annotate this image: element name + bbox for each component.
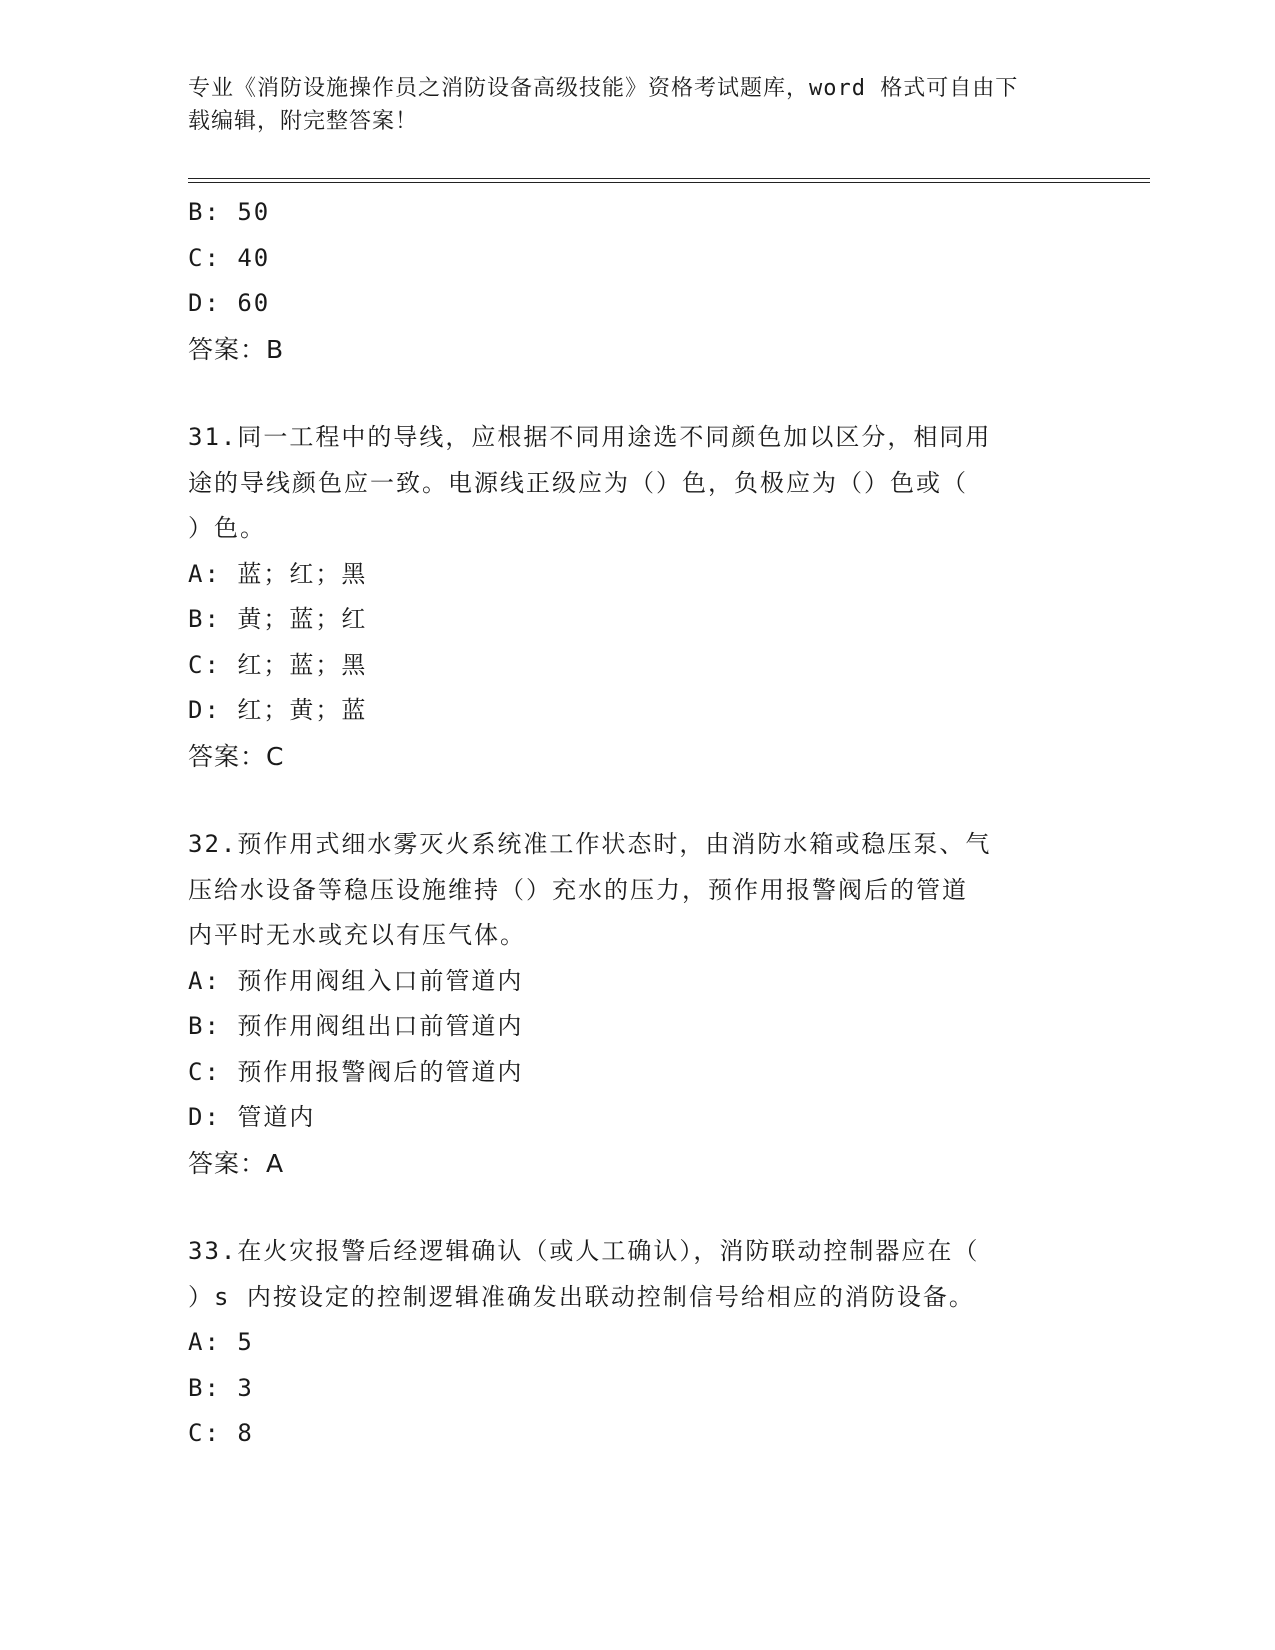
answer-label: 答案：B xyxy=(188,334,285,364)
option-d: D: 管道内 xyxy=(188,1103,316,1131)
option-c: C: 红；蓝；黑 xyxy=(188,650,368,679)
question-32 xyxy=(188,822,1068,1186)
option-a: A: 预作用阀组入口前管道内 xyxy=(188,966,524,995)
header-rule-bottom xyxy=(188,182,1150,183)
question-stem-line: 32.预作用式细水雾灭火系统准工作状态时，由消防水箱或稳压泵、气 xyxy=(188,830,992,858)
option-d: D: 红；黄；蓝 xyxy=(188,696,368,724)
option-c: C: 预作用报警阀后的管道内 xyxy=(188,1057,524,1086)
question-stem-line: 31.同一工程中的导线，应根据不同用途选不同颜色加以区分，相同用 xyxy=(188,423,992,451)
header-line-2: 载编辑，附完整答案！ xyxy=(188,109,419,134)
question-33 xyxy=(188,1229,1068,1457)
question-stem-line: 33.在火灾报警后经逻辑确认（或人工确认），消防联动控制器应在（ xyxy=(188,1237,980,1265)
option-b: B: 3 xyxy=(188,1373,254,1402)
option-d: D: 60 xyxy=(188,289,271,317)
question-content xyxy=(188,190,1068,1457)
question-stem-line: ）s 内按设定的控制逻辑准确发出联动控制信号给相应的消防设备。 xyxy=(188,1282,975,1311)
option-c: C: 40 xyxy=(188,243,271,272)
header-line-1: 专业《消防设施操作员之消防设备高级技能》资格考试题库，word 格式可自由下 xyxy=(188,76,1019,101)
header-rule-top xyxy=(188,178,1150,179)
option-b: B: 黄；蓝；红 xyxy=(188,605,368,633)
answer-label: 答案：C xyxy=(188,741,285,771)
question-31 xyxy=(188,415,1068,779)
option-b: B: 预作用阀组出口前管道内 xyxy=(188,1012,524,1040)
question-stem-line: ）色。 xyxy=(188,514,266,542)
question-stem-line: 途的导线颜色应一致。电源线正级应为（）色，负极应为（）色或（ xyxy=(188,468,968,497)
answer-label: 答案：A xyxy=(188,1148,285,1178)
document-header xyxy=(188,72,1068,138)
option-a: A: 蓝；红；黑 xyxy=(188,559,368,588)
option-a: A: 5 xyxy=(188,1328,254,1356)
question-stem-line: 内平时无水或充以有压气体。 xyxy=(188,921,526,949)
option-b: B: 50 xyxy=(188,198,271,226)
option-c: C: 8 xyxy=(188,1419,254,1447)
prev-question-block xyxy=(188,190,1068,372)
question-stem-line: 压给水设备等稳压设施维持（）充水的压力，预作用报警阀后的管道 xyxy=(188,875,968,904)
